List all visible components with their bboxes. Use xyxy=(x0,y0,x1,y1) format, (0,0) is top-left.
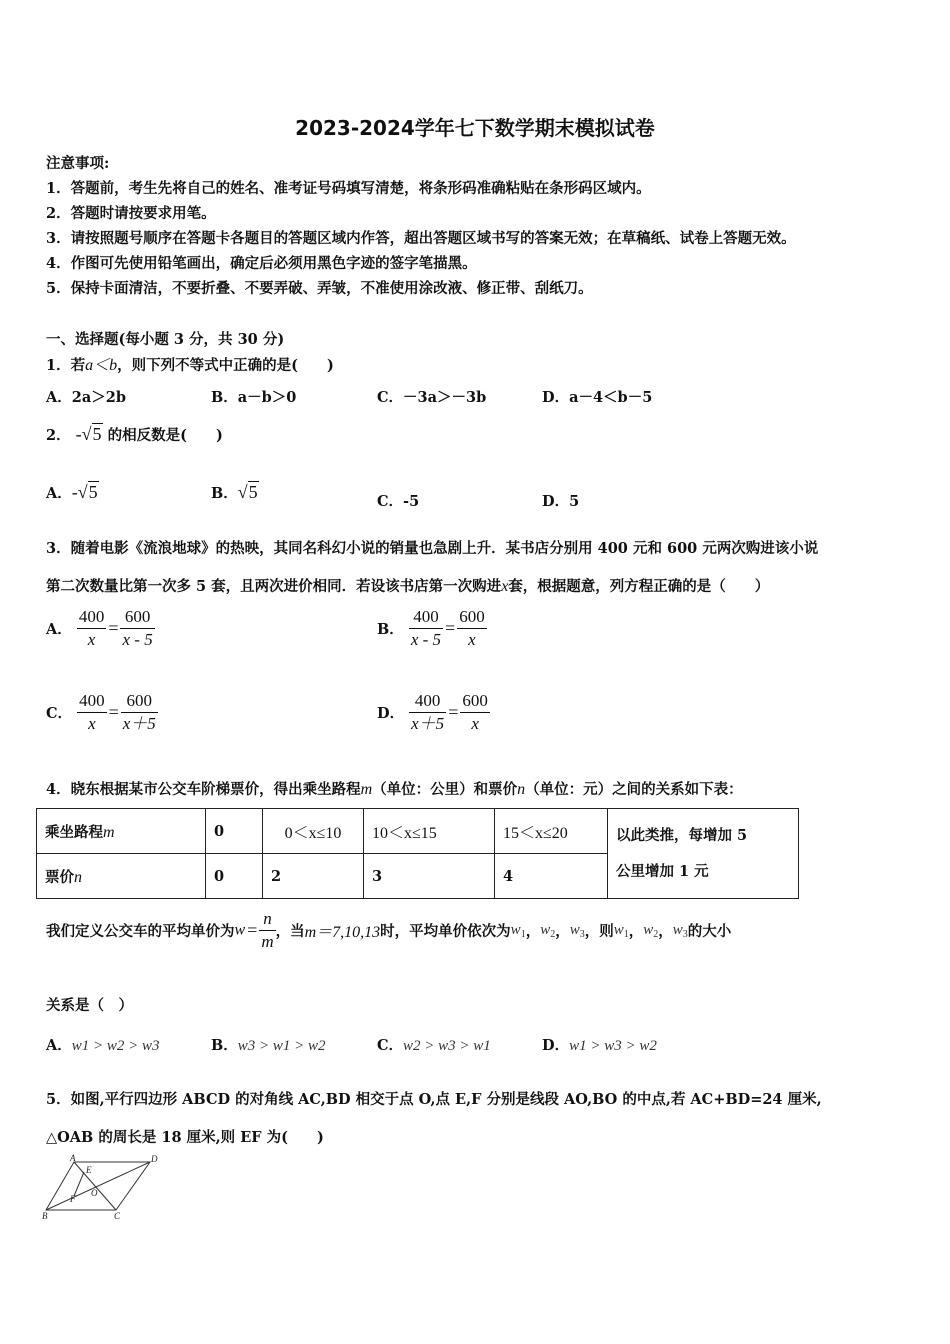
q4-option-a[interactable]: A．w1 > w2 > w3 xyxy=(46,1037,160,1054)
table-cell: 0 xyxy=(206,809,263,854)
label-b: B xyxy=(42,1211,48,1221)
notice-item: 3．请按照题号顺序在答题卡各题目的答题区域内作答，超出答题区域书写的答案无效；在草稿纸、试卷上答题无效。 xyxy=(46,230,796,247)
table-range: 0＜x≤10 xyxy=(263,809,364,854)
q1-cond: a＜b xyxy=(85,357,118,374)
table-range: 10＜x≤15 xyxy=(364,809,495,854)
q1-suffix: ，则下列不等式中正确的是( ) xyxy=(117,357,334,374)
notice-heading: 注意事项: xyxy=(46,155,110,172)
label-d: D xyxy=(151,1154,158,1164)
parallelogram-figure xyxy=(40,1152,160,1222)
label-e: E xyxy=(86,1165,92,1175)
q2-option-d[interactable]: D．5 xyxy=(542,493,580,510)
label-o: O xyxy=(91,1188,98,1198)
table-cell: 2 xyxy=(263,854,364,899)
table-cell: 0 xyxy=(206,854,263,899)
q5-line1: 5．如图,平行四边形 ABCD 的对角线 AC,BD 相交于点 O,点 E,F 分别是线段 AO,BO 的中点,若 AC+BD=24 厘米, xyxy=(46,1091,822,1108)
q4-intro: 4．晓东根据某市公交车阶梯票价，得出乘坐路程m（单位：公里）和票价n（单位：元）之间的关系如下表： xyxy=(46,781,743,798)
question-2 xyxy=(46,424,223,445)
table-cell: 3 xyxy=(364,854,495,899)
q4-option-c[interactable]: C．w2 > w3 > w1 xyxy=(377,1037,491,1054)
q4-option-d[interactable]: D．w1 > w3 > w2 xyxy=(542,1037,657,1054)
q2-option-c[interactable]: C．-5 xyxy=(377,493,420,510)
notice-item: 2．答题时请按要求用笔。 xyxy=(46,205,216,222)
q1-option-c[interactable]: C．－3a＞－3b xyxy=(377,389,487,406)
notice-item: 5．保持卡面清洁，不要折叠、不要弄破、弄皱，不准使用涂改液、修正带、刮纸刀。 xyxy=(46,280,593,297)
q3-line2: 第二次数量比第一次多 5 套，且两次进价相同．若设该书店第一次购进x套，根据题意，列方程正确的是（ ） xyxy=(46,578,770,595)
question-1 xyxy=(46,352,334,375)
q3-option-a[interactable]: A． $\frac{400}{x}$ = $\frac{600}{x - 5}$ xyxy=(46,607,153,649)
q1-option-b[interactable]: B．a－b＞0 xyxy=(211,389,297,406)
q3-option-d[interactable]: D． $\frac{400}{x+5}$ = $\frac{600}{x}$ xyxy=(377,691,488,733)
q4-definition: 我们定义公交车的平均单价为w = $\frac{n}{m}$ ，当m＝7,10,13时，平均单价依次为$w_1$，$w_2$，$w_3$，则$w_1$，$w_2$，$w_3$的大小 xyxy=(46,909,732,951)
notice-item: 1．答题前，考生先将自己的姓名、准考证号码填写清楚，将条形码准确粘贴在条形码区域内。 xyxy=(46,180,651,197)
section-heading: 一、选择题(每小题 3 分，共 30 分) xyxy=(46,331,285,348)
q1-prefix: 1．若 xyxy=(46,357,86,374)
label-f: F xyxy=(70,1194,76,1204)
q3-option-c[interactable]: C． $\frac{400}{x}$ = $\frac{600}{x+5}$ xyxy=(46,691,156,733)
q2-option-a[interactable]: A．-√5 xyxy=(46,482,98,502)
fare-table xyxy=(36,808,799,899)
table-note: 以此类推，每增加 5 公里增加 1 元 xyxy=(608,809,799,899)
q5-line2: △OAB 的周长是 18 厘米,则 EF 为( ) xyxy=(46,1129,324,1146)
page-title: 2023-2024学年七下数学期末模拟试卷 xyxy=(295,116,655,140)
q2-num: 2． xyxy=(46,427,71,444)
q2-option-b[interactable]: B．√5 xyxy=(211,482,258,502)
q1-option-d[interactable]: D．a－4＜b－5 xyxy=(542,389,653,406)
table-header-price: 票价n xyxy=(37,854,206,899)
table-cell: 4 xyxy=(495,854,608,899)
table-range: 15＜x≤20 xyxy=(495,809,608,854)
q1-option-a[interactable]: A．2a＞2b xyxy=(46,389,126,406)
notice-item: 4．作图可先使用铅笔画出，确定后必须用黑色字迹的签字笔描黑。 xyxy=(46,255,477,272)
q2-suffix: 的相反数是( ) xyxy=(107,427,223,444)
q3-option-b[interactable]: B． $\frac{400}{x - 5}$ = $\frac{600}{x}$ xyxy=(377,607,485,649)
q4-line2: 关系是（ ） xyxy=(46,997,133,1014)
q4-option-b[interactable]: B．w3 > w1 > w2 xyxy=(211,1037,326,1054)
q3-line1: 3．随着电影《流浪地球》的热映，其同名科幻小说的销量也急剧上升．某书店分别用 400 元和 600 元两次购进该小说 xyxy=(46,540,819,557)
q2-expression: -√5 xyxy=(75,424,102,444)
table-header-distance: 乘坐路程m xyxy=(37,809,206,854)
label-c: C xyxy=(114,1211,121,1221)
label-a: A xyxy=(70,1153,76,1163)
